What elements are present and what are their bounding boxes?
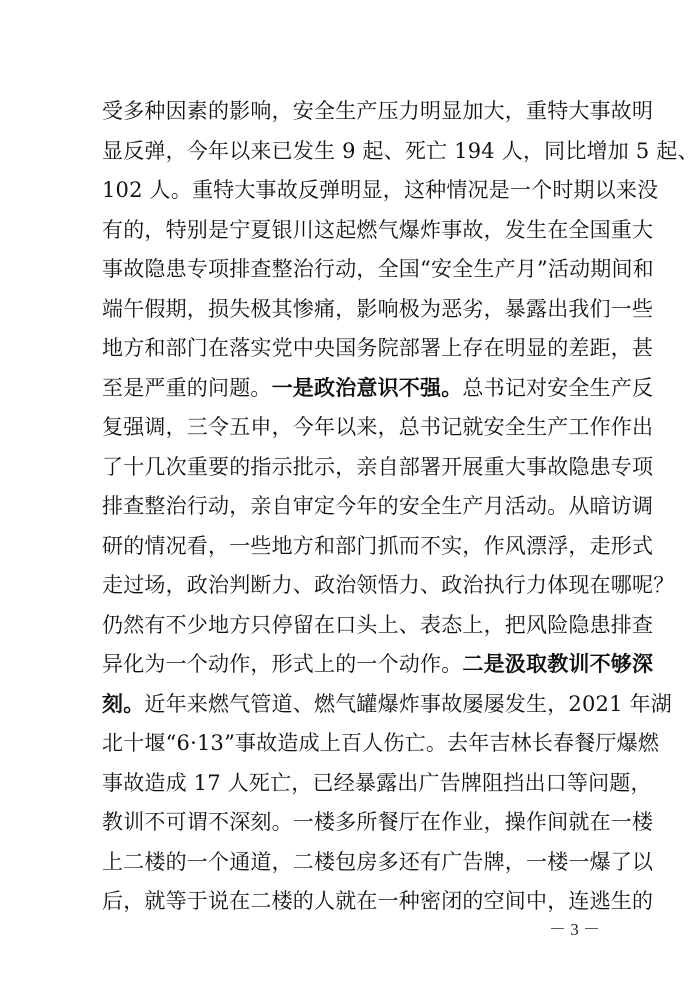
- text-line: [102, 606, 654, 646]
- text-line: [102, 132, 699, 172]
- bold-heading-text: 二是汲取教训不够深: [462, 652, 654, 676]
- text-segment: 研的情况看，一些地方和部门抓而不实，作风漂浮，走形式: [102, 533, 654, 558]
- text-segment: 受多种因素的影响，安全生产压力明显加大，重特大事故明: [102, 99, 654, 123]
- text-line: [102, 685, 672, 725]
- text-line: [102, 369, 654, 409]
- text-line: [102, 290, 654, 330]
- text-line: [102, 764, 652, 804]
- text-segment: 事故造成 17 人死亡，已经暴露出广告牌阻挡出口等问题，: [102, 770, 652, 795]
- body-paragraph: [102, 92, 699, 922]
- text-line: [102, 92, 654, 132]
- text-segment: 异化为一个动作，形式上的一个动作。: [102, 652, 463, 676]
- page-number: － 3 －: [549, 920, 600, 939]
- text-line: [102, 724, 660, 764]
- text-segment: 教训不可谓不深刻。一楼多所餐厅在作业，操作间就在一楼: [102, 810, 654, 834]
- text-line: [102, 803, 654, 843]
- text-segment: 了十几次重要的指示批示，亲自部署开展重大事故隐患专项: [102, 454, 654, 479]
- text-segment: 总书记对安全生产反: [462, 375, 654, 400]
- text-line: [102, 645, 654, 685]
- text-segment: 排查整治行动，亲自审定今年的安全生产月活动。从暗访调: [102, 494, 654, 518]
- text-line: [102, 882, 654, 922]
- text-segment: 地方和部门在落实党中央国务院部署上存在明显的差距，甚: [102, 336, 654, 360]
- text-segment: 走过场，政治判断力、政治领悟力、政治执行力体现在哪呢？: [102, 573, 675, 597]
- text-segment: 事故隐患专项排查整治行动，全国“安全生产月”活动期间和: [102, 257, 654, 281]
- text-segment: 端午假期，损失极其惨痛，影响极为恶劣，暴露出我们一些: [102, 296, 654, 321]
- text-segment: 上二楼的一个通道，二楼包房多还有广告牌，一楼一爆了以: [102, 849, 654, 874]
- text-line: [102, 843, 654, 883]
- text-segment: 后，就等于说在二楼的人就在一种密闭的空间中，连逃生的: [102, 889, 654, 913]
- text-segment: 有的，特别是宁夏银川这起燃气爆炸事故，发生在全国重大: [102, 217, 654, 242]
- text-segment: 复强调，三令五申，今年以来，总书记就安全生产工作作出: [102, 415, 654, 439]
- text-line: [102, 487, 654, 527]
- text-segment: 至是严重的问题。: [102, 375, 272, 400]
- text-line: [102, 250, 654, 290]
- text-segment: 仍然有不少地方只停留在口头上、表态上，把风险隐患排查: [102, 612, 654, 637]
- text-line: [102, 527, 654, 567]
- text-segment: 近年来燃气管道、燃气罐爆炸事故屡屡发生，2021 年湖: [144, 691, 672, 716]
- text-segment: 显反弹，今年以来已发生 9 起、死亡 194 人，同比增加 5 起、: [102, 138, 699, 163]
- bold-heading-text: 刻。: [102, 691, 145, 716]
- text-line: [102, 448, 654, 488]
- text-segment: 北十堰“6·13”事故造成上百人伤亡。去年吉林长春餐厅爆燃: [102, 731, 660, 755]
- text-line: [102, 211, 654, 251]
- text-line: [102, 566, 675, 606]
- text-line: [102, 171, 659, 211]
- text-line: [102, 408, 654, 448]
- text-segment: 102 人。重特大事故反弹明显，这种情况是一个时期以来没: [102, 178, 659, 202]
- text-line: [102, 329, 654, 369]
- bold-heading-text: 一是政治意识不强。: [271, 375, 463, 400]
